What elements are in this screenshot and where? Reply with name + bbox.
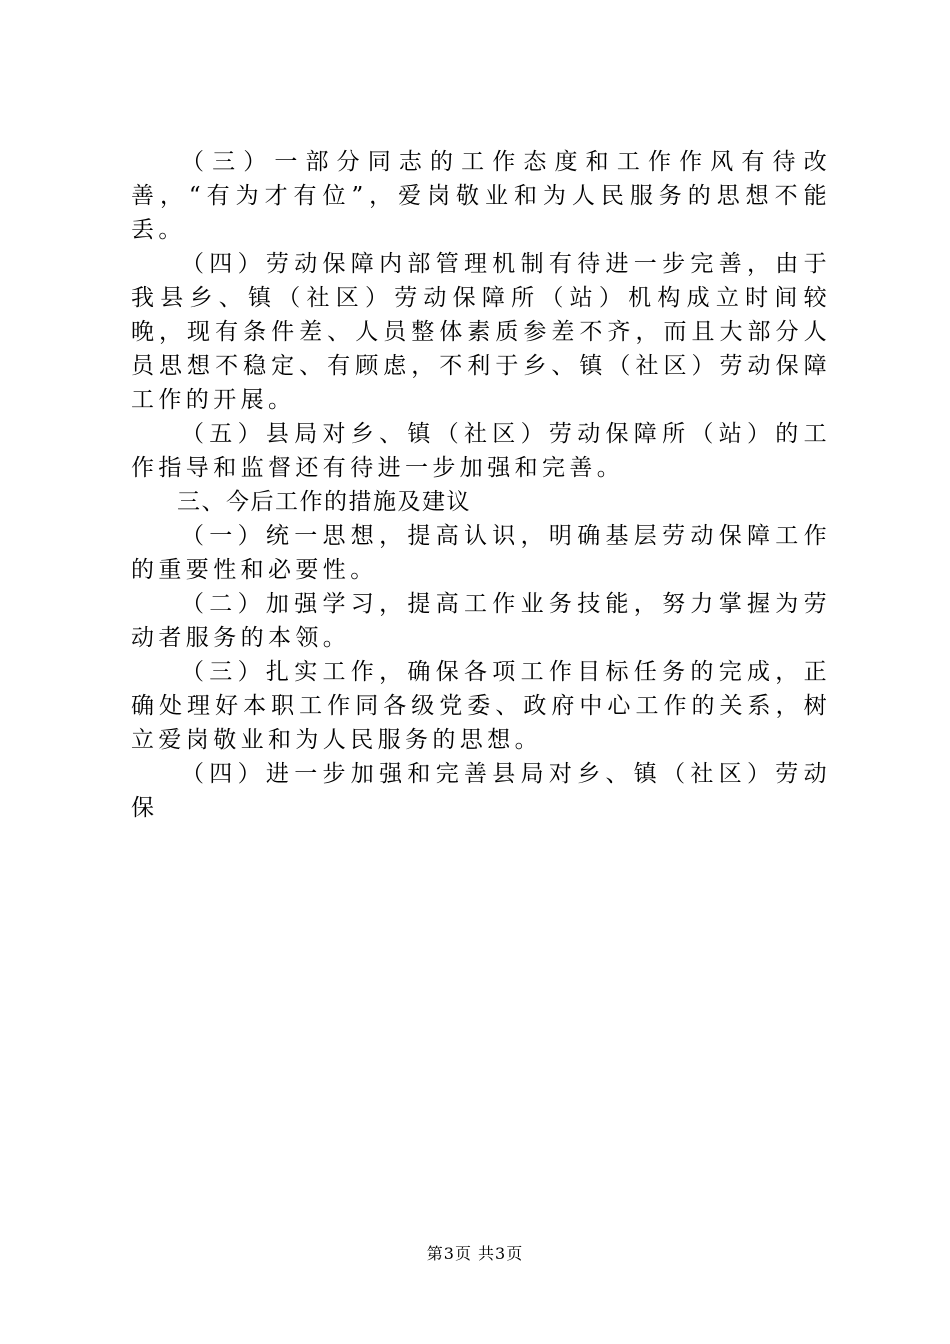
paragraph-measure-2: （二）加强学习，提高工作业务技能，努力掌握为劳动者服务的本领。 — [131, 591, 831, 651]
paragraph-measure-1: （一）统一思想，提高认识，明确基层劳动保障工作的重要性和必要性。 — [131, 523, 831, 583]
paragraph-problem-3: （三）一部分同志的工作态度和工作作风有待改善，“有为才有位”，爱岗敬业和为人民服务的思想不能丢。 — [131, 149, 831, 243]
page-footer — [0, 1244, 950, 1264]
section-heading-measures: 三、今后工作的措施及建议 — [177, 489, 471, 515]
paragraph-measure-4: （四）进一步加强和完善县局对乡、镇（社区）劳动保 — [131, 761, 831, 821]
page-number-indicator: 第3页 共3页 — [426, 1244, 524, 1263]
paragraph-measure-3: （三）扎实工作，确保各项工作目标任务的完成，正确处理好本职工作同各级党委、政府中心工作的关系，树立爱岗敬业和为人民服务的思想。 — [131, 659, 831, 753]
paragraph-problem-4: （四）劳动保障内部管理机制有待进一步完善，由于我县乡、镇（社区）劳动保障所（站）机构成立时间较晚，现有条件差、人员整体素质参差不齐，而且大部分人员思想不稳定、有顾虑，不利于乡、镇（社区）劳动保障工作的开展。 — [131, 251, 831, 413]
paragraph-problem-5: （五）县局对乡、镇（社区）劳动保障所（站）的工作指导和监督还有待进一步加强和完善。 — [131, 421, 831, 481]
document-body — [131, 145, 831, 825]
